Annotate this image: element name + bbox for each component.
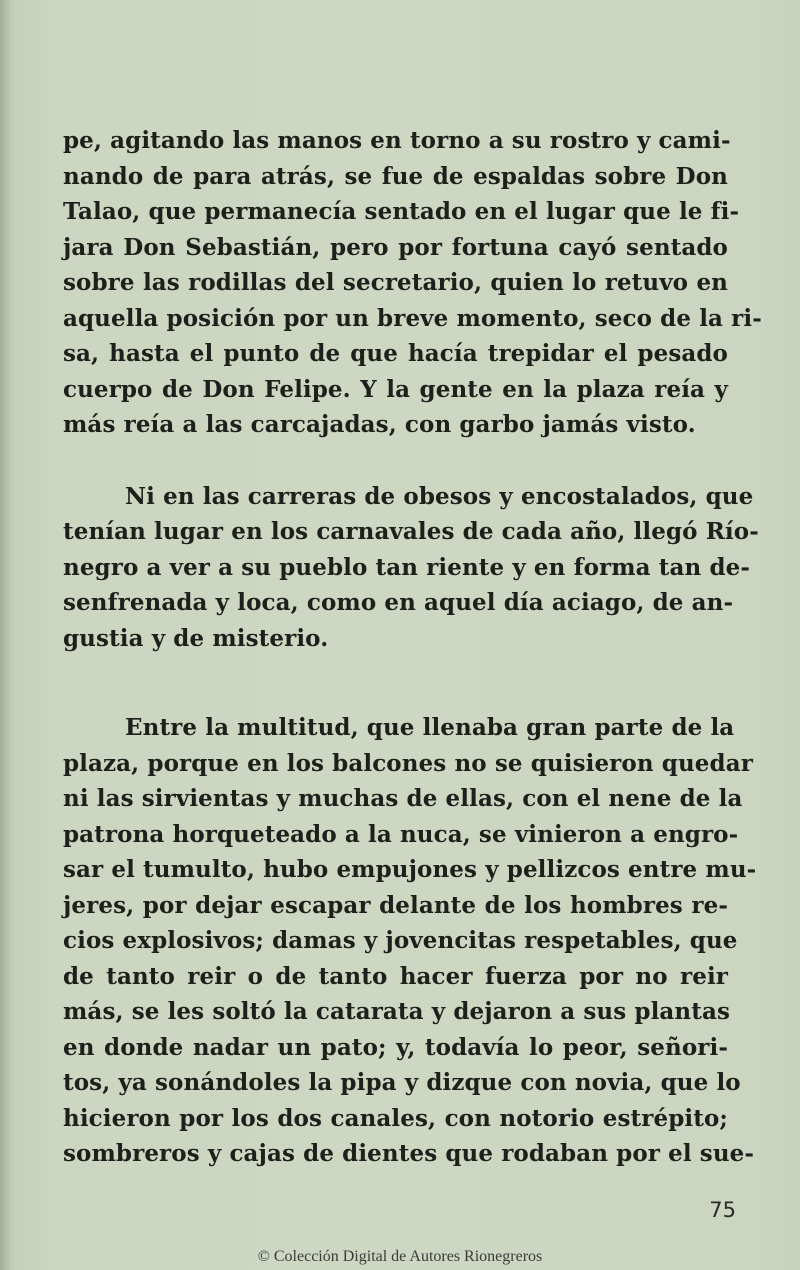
text-line: más reía a las carcajadas, con garbo jamás visto. xyxy=(63,411,696,438)
text-line: sobre las rodillas del secretario, quien lo retuvo en xyxy=(63,269,728,296)
text-line: patrona horqueteado a la nuca, se vinieron a engro- xyxy=(63,820,739,848)
binding-gutter xyxy=(0,0,10,1270)
text-line: en donde nadar un pato; y, todavía lo peor, señori- xyxy=(63,1033,728,1061)
text-line: Talao, que permanecía sentado en el lugar que le fi- xyxy=(63,198,740,225)
text-line: cios explosivos; damas y jovencitas respetables, que xyxy=(63,927,738,954)
text-line: sombreros y cajas de dientes que rodaban por el sue- xyxy=(63,1140,755,1167)
text-line: hicieron por los dos canales, con notorio estrépito; xyxy=(63,1104,728,1132)
paragraph-3 xyxy=(63,710,757,1172)
text-line: cuerpo de Don Felipe. Y la gente en la plaza reía y xyxy=(63,375,728,403)
page-number: 75 xyxy=(709,1198,736,1222)
text-line: Ni en las carreras de obesos y encostalados, que xyxy=(125,482,754,510)
text-line: aquella posición por un breve momento, seco de la ri- xyxy=(63,304,762,332)
paragraph-2 xyxy=(63,479,759,657)
text-line: jara Don Sebastián, pero por fortuna cayó sentado xyxy=(63,233,728,261)
body-text xyxy=(63,123,762,1172)
text-line: sa, hasta el punto de que hacía trepidar el pesado xyxy=(63,340,728,367)
text-line: tenían lugar en los carnavales de cada año, llegó Río- xyxy=(63,518,759,545)
text-line: sar el tumulto, hubo empujones y pellizcos entre mu- xyxy=(63,856,757,883)
text-line: más, se les soltó la catarata y dejaron a sus plantas xyxy=(63,998,731,1025)
text-line: de tanto reir o de tanto hacer fuerza por no reir xyxy=(63,962,728,990)
text-line: Entre la multitud, que llenaba gran parte de la xyxy=(125,714,735,741)
text-line: gustia y de misterio. xyxy=(63,624,329,652)
copyright-footer: © Colección Digital de Autores Rionegreros xyxy=(257,1248,543,1265)
text-line: negro a ver a su pueblo tan riente y en forma tan de- xyxy=(63,553,751,581)
text-line: pe, agitando las manos en torno a su rostro y cami- xyxy=(63,127,731,154)
text-line: tos, ya sonándoles la pipa y dizque con novia, que lo xyxy=(63,1069,741,1096)
text-line: nando de para atrás, se fue de espaldas sobre Don xyxy=(63,162,728,190)
text-line: ni las sirvientas y muchas de ellas, con el nene de la xyxy=(63,785,743,812)
text-line: plaza, porque en los balcones no se quisieron quedar xyxy=(63,749,753,777)
text-line: jeres, por dejar escapar delante de los hombres re- xyxy=(63,891,728,919)
paragraph-1 xyxy=(63,123,762,443)
text-line: senfrenada y loca, como en aquel día aciago, de an- xyxy=(63,589,734,616)
